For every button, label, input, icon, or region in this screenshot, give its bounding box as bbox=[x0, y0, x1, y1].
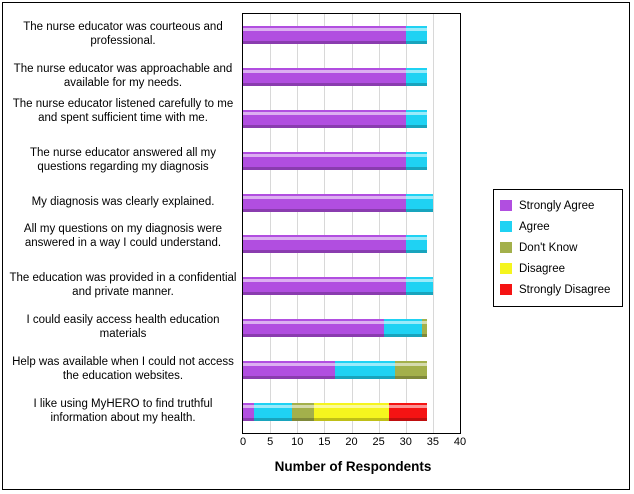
bar-segment bbox=[243, 277, 406, 295]
x-tick-label: 40 bbox=[453, 436, 467, 448]
bar-segment bbox=[243, 110, 406, 128]
bar-highlight bbox=[243, 112, 406, 115]
bar-highlight bbox=[243, 363, 335, 366]
bar-shadow bbox=[406, 83, 428, 86]
bar-shadow bbox=[422, 334, 427, 337]
legend-label: Agree bbox=[519, 220, 550, 233]
bar-segment bbox=[243, 235, 406, 253]
legend-swatch bbox=[500, 200, 512, 211]
bar-shadow bbox=[335, 376, 395, 379]
bar-row bbox=[243, 319, 460, 337]
bar-highlight bbox=[243, 405, 254, 408]
bar-shadow bbox=[243, 418, 254, 421]
legend-item[interactable] bbox=[500, 195, 616, 216]
bar-segment bbox=[243, 68, 406, 86]
bar-segment bbox=[406, 68, 428, 86]
bar-shadow bbox=[395, 376, 428, 379]
bar-highlight bbox=[243, 237, 406, 240]
bar-highlight bbox=[406, 28, 428, 31]
x-tick-label: 35 bbox=[426, 436, 439, 448]
bar-highlight bbox=[422, 321, 427, 324]
chart-container bbox=[2, 2, 630, 490]
bar-shadow bbox=[243, 83, 406, 86]
bar-highlight bbox=[292, 405, 314, 408]
x-tick-label: 25 bbox=[372, 436, 385, 448]
bar-row bbox=[243, 68, 460, 86]
bar-highlight bbox=[395, 363, 428, 366]
legend-label: Strongly Disagree bbox=[519, 283, 611, 296]
bar-segment bbox=[335, 361, 395, 379]
category-label: The nurse educator answered all my questions regarding my diagnosis bbox=[29, 146, 216, 173]
category-label: I like using MyHERO to find truthful information about my health. bbox=[33, 398, 213, 425]
bar-highlight bbox=[406, 279, 433, 282]
category-label: The nurse educator listened carefully to me and spent sufficient time with me. bbox=[12, 97, 234, 124]
bar-segment bbox=[422, 319, 427, 337]
bar-highlight bbox=[406, 112, 428, 115]
x-axis-title: Number of Respondents bbox=[274, 459, 432, 474]
category-label: The education was provided in a confidential and private manner. bbox=[9, 272, 237, 299]
bar-highlight bbox=[243, 70, 406, 73]
bar-segment bbox=[406, 110, 428, 128]
bar-segment bbox=[243, 26, 406, 44]
bar-shadow bbox=[384, 334, 422, 337]
bar-highlight bbox=[384, 321, 422, 324]
bar-shadow bbox=[406, 41, 428, 44]
bar-shadow bbox=[243, 376, 335, 379]
x-tick-label: 5 bbox=[267, 436, 274, 448]
bar-highlight bbox=[254, 405, 292, 408]
bar-highlight bbox=[335, 363, 395, 366]
category-label: The nurse educator was courteous and professional. bbox=[23, 20, 223, 47]
bar-segment bbox=[292, 403, 314, 421]
bar-shadow bbox=[406, 167, 428, 170]
legend-swatch bbox=[500, 242, 512, 253]
bar-shadow bbox=[243, 292, 406, 295]
legend-item[interactable] bbox=[500, 258, 616, 279]
legend-swatch bbox=[500, 221, 512, 232]
bar-segment bbox=[314, 403, 390, 421]
category-label: All my questions on my diagnosis were answered in a way I could understand. bbox=[23, 223, 223, 250]
legend-label: Disagree bbox=[519, 262, 566, 275]
bar-shadow bbox=[243, 41, 406, 44]
bar-row bbox=[243, 152, 460, 170]
bar-highlight bbox=[314, 405, 390, 408]
bar-segment bbox=[243, 319, 384, 337]
bar-segment bbox=[254, 403, 292, 421]
bar-shadow bbox=[406, 250, 428, 253]
bar-highlight bbox=[243, 321, 384, 324]
legend-label: Don't Know bbox=[519, 241, 578, 254]
bar-shadow bbox=[314, 418, 390, 421]
bar-row bbox=[243, 194, 460, 212]
bar-shadow bbox=[243, 250, 406, 253]
bar-segment bbox=[406, 194, 433, 212]
bar-segment bbox=[243, 403, 254, 421]
bar-shadow bbox=[389, 418, 427, 421]
bar-segment bbox=[243, 194, 406, 212]
legend-swatch bbox=[500, 263, 512, 274]
bar-highlight bbox=[406, 154, 428, 157]
x-tick-label: 20 bbox=[345, 436, 358, 448]
bar-segment bbox=[389, 403, 427, 421]
bar-segment bbox=[395, 361, 428, 379]
bar-segment bbox=[406, 26, 428, 44]
bar-row bbox=[243, 235, 460, 253]
bar-segment bbox=[406, 235, 428, 253]
bar-row bbox=[243, 110, 460, 128]
bar-shadow bbox=[243, 334, 384, 337]
bar-shadow bbox=[292, 418, 314, 421]
bar-shadow bbox=[406, 209, 433, 212]
bar-segment bbox=[406, 152, 428, 170]
bar-shadow bbox=[243, 209, 406, 212]
bar-segment bbox=[243, 361, 335, 379]
bar-row bbox=[243, 361, 460, 379]
bar-row bbox=[243, 26, 460, 44]
bar-highlight bbox=[406, 237, 428, 240]
bar-highlight bbox=[243, 28, 406, 31]
bar-highlight bbox=[406, 70, 428, 73]
category-label: Help was available when I could not access the education websites. bbox=[12, 356, 234, 383]
bar-highlight bbox=[389, 405, 427, 408]
bar-row bbox=[243, 277, 460, 295]
bar-highlight bbox=[243, 279, 406, 282]
bar-shadow bbox=[254, 418, 292, 421]
bar-segment bbox=[243, 152, 406, 170]
bar-shadow bbox=[243, 167, 406, 170]
bar-shadow bbox=[243, 125, 406, 128]
bar-segment bbox=[406, 277, 433, 295]
bar-shadow bbox=[406, 292, 433, 295]
x-tick-label: 10 bbox=[291, 436, 304, 448]
category-label: My diagnosis was clearly explained. bbox=[31, 195, 215, 208]
category-label: I could easily access health education materials bbox=[26, 314, 220, 341]
legend-label: Strongly Agree bbox=[519, 199, 595, 212]
x-tick-label: 30 bbox=[399, 436, 412, 448]
bar-highlight bbox=[243, 196, 406, 199]
x-tick-label: 15 bbox=[318, 436, 331, 448]
bar-highlight bbox=[243, 154, 406, 157]
y-axis-category-labels bbox=[7, 13, 239, 433]
chart-legend bbox=[493, 189, 623, 307]
x-tick-label: 0 bbox=[239, 436, 247, 448]
x-axis-tick-labels bbox=[239, 436, 467, 452]
legend-item[interactable] bbox=[500, 216, 616, 237]
bar-shadow bbox=[406, 125, 428, 128]
legend-item[interactable] bbox=[500, 279, 616, 300]
bar-highlight bbox=[406, 196, 433, 199]
legend-item[interactable] bbox=[500, 237, 616, 258]
legend-swatch bbox=[500, 284, 512, 295]
bar-segment bbox=[384, 319, 422, 337]
category-label: The nurse educator was approachable and available for my needs. bbox=[13, 62, 233, 89]
bar-row bbox=[243, 403, 460, 421]
plot-area bbox=[242, 13, 461, 434]
